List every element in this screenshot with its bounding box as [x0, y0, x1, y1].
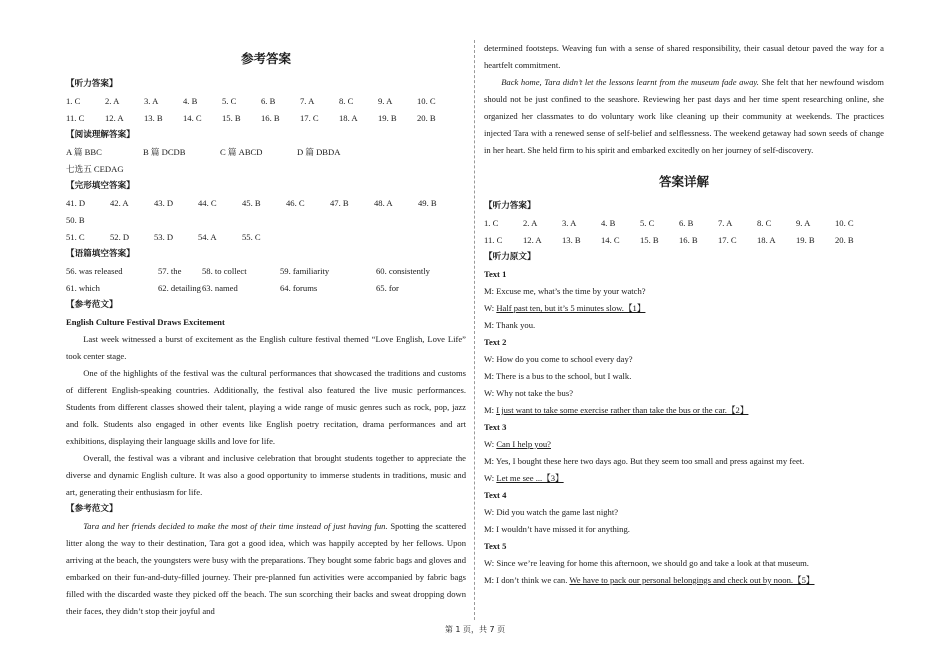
essay-body: She felt that her newfound wisdom should not be just confined to the seashore. Reviewing her past days and her time spent researching online, she organized her classmates to do voluntary work like cleaning up their community at weekends. The practices injected Tara with a renewed sense of self-belief and selflessness. The weekend getaway had sown seeds of change in her heart. She held firm to his spirit and embarked excitedly on her journey of self-discovery. [484, 77, 884, 155]
answer: 15. B [222, 113, 241, 123]
left-column [66, 40, 466, 620]
answer: 13. B [562, 235, 581, 245]
answer: 50. B [66, 215, 85, 225]
grammar-answers-row-2 [66, 280, 466, 297]
essay-opening-sentence: Tara and her friends decided to make the most of their time instead of just having fun. [83, 521, 388, 531]
answer: C 篇 ABCD [220, 147, 263, 157]
essay-paragraph [66, 518, 466, 620]
answer: 19. B [796, 235, 815, 245]
answer: 9. A [796, 218, 811, 228]
seven-choose-five: 七选五 CEDAG [66, 164, 124, 174]
answer: 18. A [339, 113, 358, 123]
essay-opening-sentence: Back home, Tara didn’t let the lessons learnt from the museum fade away. [501, 77, 759, 87]
answer: 20. B [417, 113, 436, 123]
answer: 2. A [523, 218, 538, 228]
answer: 13. B [144, 113, 163, 123]
answer: 6. B [261, 96, 276, 106]
answer: 12. A [105, 113, 124, 123]
answer: 65. for [376, 283, 399, 293]
answer: 17. C [718, 235, 737, 245]
text-label: Text 1 [484, 269, 507, 279]
text-label: Text 2 [484, 337, 507, 347]
answer: 19. B [378, 113, 397, 123]
dialogue-line: M: Yes, I bought these here two days ago. But they seem too small and press against my feet. [484, 456, 805, 466]
answer: 4. B [601, 218, 616, 228]
answer: A 篇 BBC [66, 147, 102, 157]
answer: 12. A [523, 235, 542, 245]
speaker: W: [484, 439, 497, 449]
listening-heading: 【听力答案】 [484, 201, 536, 211]
speaker: M: [484, 405, 497, 415]
answer: 2. A [105, 96, 120, 106]
answer: 14. C [183, 113, 202, 123]
answer: 8. C [757, 218, 772, 228]
speaker: M: I don’t think we can. [484, 575, 570, 585]
answer: 11. C [66, 113, 85, 123]
answer: 48. A [374, 198, 393, 208]
dialogue-line: M: Thank you. [484, 320, 536, 330]
essay-paragraph: One of the highlights of the festival was the cultural performances that showcased the traditions and customs of different English-speaking countries. Additionally, the festival also featured the live music performances. Students from different classes showed their talent, playing a wide range of music genres such as rock, pop, jazz and folk. Students also engaged in other events like English poetry recitation, drama performances and art exhibitions, displaying their language skills and love for life. [66, 368, 466, 446]
text-label: Text 3 [484, 422, 507, 432]
page-title: 参考答案 [240, 51, 291, 66]
dialogue-line: W: Since we’re leaving for home this afternoon, we should go and take a look at that museum. [484, 558, 809, 568]
dialogue-line: W: Did you watch the game last night? [484, 507, 619, 517]
cloze-heading: 【完形填空答案】 [66, 181, 135, 191]
essay-paragraph: determined footsteps. Weaving fun with a sense of shared responsibility, their casual detour paved the way for a heartfelt commitment. [484, 43, 884, 70]
answer: 45. B [242, 198, 261, 208]
listening-answers-row-2 [66, 110, 466, 127]
answer: 10. C [417, 96, 436, 106]
key-sentence: I just want to take some exercise rather than take the bus or the car.【2】 [496, 405, 749, 415]
answer: 9. A [378, 96, 393, 106]
answer: 52. D [110, 232, 130, 242]
answer: 55. C [242, 232, 261, 242]
listening-answers-row-1 [484, 215, 884, 232]
answer: 16. B [261, 113, 280, 123]
answer: 20. B [835, 235, 854, 245]
answer: 1. C [484, 218, 499, 228]
answer: 15. B [640, 235, 659, 245]
dialogue-line: W: How do you come to school every day? [484, 354, 633, 364]
speaker: W: [484, 473, 497, 483]
listening-answers-row-2 [484, 232, 884, 249]
dialogue-line: W: Why not take the bus? [484, 388, 574, 398]
answer: D 篇 DBDA [297, 147, 341, 157]
answer: 64. forums [280, 283, 318, 293]
speaker: W: [484, 303, 497, 313]
answer: 41. D [66, 198, 86, 208]
answer: 3. A [562, 218, 577, 228]
answer: 5. C [640, 218, 655, 228]
sample-essay-2-heading: 【参考范文】 [66, 504, 118, 514]
answer: 49. B [418, 198, 437, 208]
answer: 1. C [66, 96, 81, 106]
answer: 6. B [679, 218, 694, 228]
answer: 7. A [300, 96, 315, 106]
answer: 44. C [198, 198, 217, 208]
cloze-answers-row-2 [66, 229, 466, 246]
answer: 63. named [202, 283, 238, 293]
essay-paragraph: Last week witnessed a burst of excitement as the English culture festival themed “Love English, Love Life” took center stage. [66, 334, 466, 361]
right-column [484, 40, 884, 589]
listening-script-heading: 【听力原文】 [484, 252, 536, 262]
text-label: Text 5 [484, 541, 507, 551]
text-label: Text 4 [484, 490, 507, 500]
answer: 17. C [300, 113, 319, 123]
grammar-fill-heading: 【语篇填空答案】 [66, 249, 135, 259]
dialogue-line [484, 470, 884, 487]
essay-paragraph: Overall, the festival was a vibrant and inclusive celebration that brought students together to appreciate the diverse and dynamic English culture. It was also a good opportunity to immerse students in traditions, music and art, generating their enthusiasm for life. [66, 453, 466, 497]
listening-answers-row-1 [66, 93, 466, 110]
answer: 16. B [679, 235, 698, 245]
answer: 61. which [66, 283, 100, 293]
answer: 51. C [66, 232, 85, 242]
answer: 57. the [158, 266, 182, 276]
essay-paragraph [484, 74, 884, 159]
answer: 60. consistently [376, 266, 430, 276]
answer: 14. C [601, 235, 620, 245]
answer: 3. A [144, 96, 159, 106]
answer: 5. C [222, 96, 237, 106]
answer: B 篇 DCDB [143, 147, 186, 157]
answer: 18. A [757, 235, 776, 245]
answer: 47. B [330, 198, 349, 208]
grammar-answers-row-1 [66, 263, 466, 280]
answer: 4. B [183, 96, 198, 106]
essay-body: Spotting the scattered litter along the way to their destination, Tara got a good idea, which was happily accepted by her fellows. Upon arriving at the beach, the youngsters were busy with the preparations. They bought some fabric bags and gloves and embarked on their fun-and-duty-filled journey. Their pre-planned fun activities were accompanied by fabric bags filled with the discarded waste they picked off the beach. The sun scorching their backs and sweat dropping down their faces, they didn’t stop their joyful and [66, 521, 466, 616]
answer: 58. to collect [202, 266, 247, 276]
section-title: 答案详解 [658, 174, 709, 189]
answer: 43. D [154, 198, 174, 208]
essay-title: English Culture Festival Draws Excitement [66, 317, 225, 327]
answer: 62. detailing [158, 283, 201, 293]
dialogue-line: M: Excuse me, what’s the time by your watch? [484, 286, 646, 296]
sample-essay-heading: 【参考范文】 [66, 300, 118, 310]
page-footer: 第 1 页，共 7 页 [444, 625, 506, 634]
reading-heading: 【阅读理解答案】 [66, 130, 135, 140]
cloze-answers-row-1 [66, 195, 466, 229]
answer: 56. was released [66, 266, 123, 276]
dialogue-line [484, 572, 884, 589]
dialogue-line: M: There is a bus to the school, but I walk. [484, 371, 632, 381]
key-sentence: Can I help you? [496, 439, 551, 449]
answer: 42. A [110, 198, 129, 208]
answer: 46. C [286, 198, 305, 208]
key-sentence: Half past ten, but it’s 5 minutes slow.【1】 [496, 303, 646, 313]
dialogue-line [484, 436, 884, 453]
key-sentence: We have to pack our personal belongings and check out by noon.【5】 [569, 575, 815, 585]
answer: 7. A [718, 218, 733, 228]
answer: 8. C [339, 96, 354, 106]
key-sentence: Let me see ...【3】 [496, 473, 564, 483]
answer: 11. C [484, 235, 503, 245]
answer: 10. C [835, 218, 854, 228]
column-divider [474, 40, 475, 620]
dialogue-line [484, 300, 884, 317]
dialogue-line [484, 402, 884, 419]
dialogue-line: M: I wouldn’t have missed it for anything. [484, 524, 630, 534]
reading-answers [66, 144, 466, 161]
answer: 59. familiarity [280, 266, 330, 276]
answer: 53. D [154, 232, 174, 242]
listening-heading: 【听力答案】 [66, 79, 118, 89]
answer: 54. A [198, 232, 217, 242]
